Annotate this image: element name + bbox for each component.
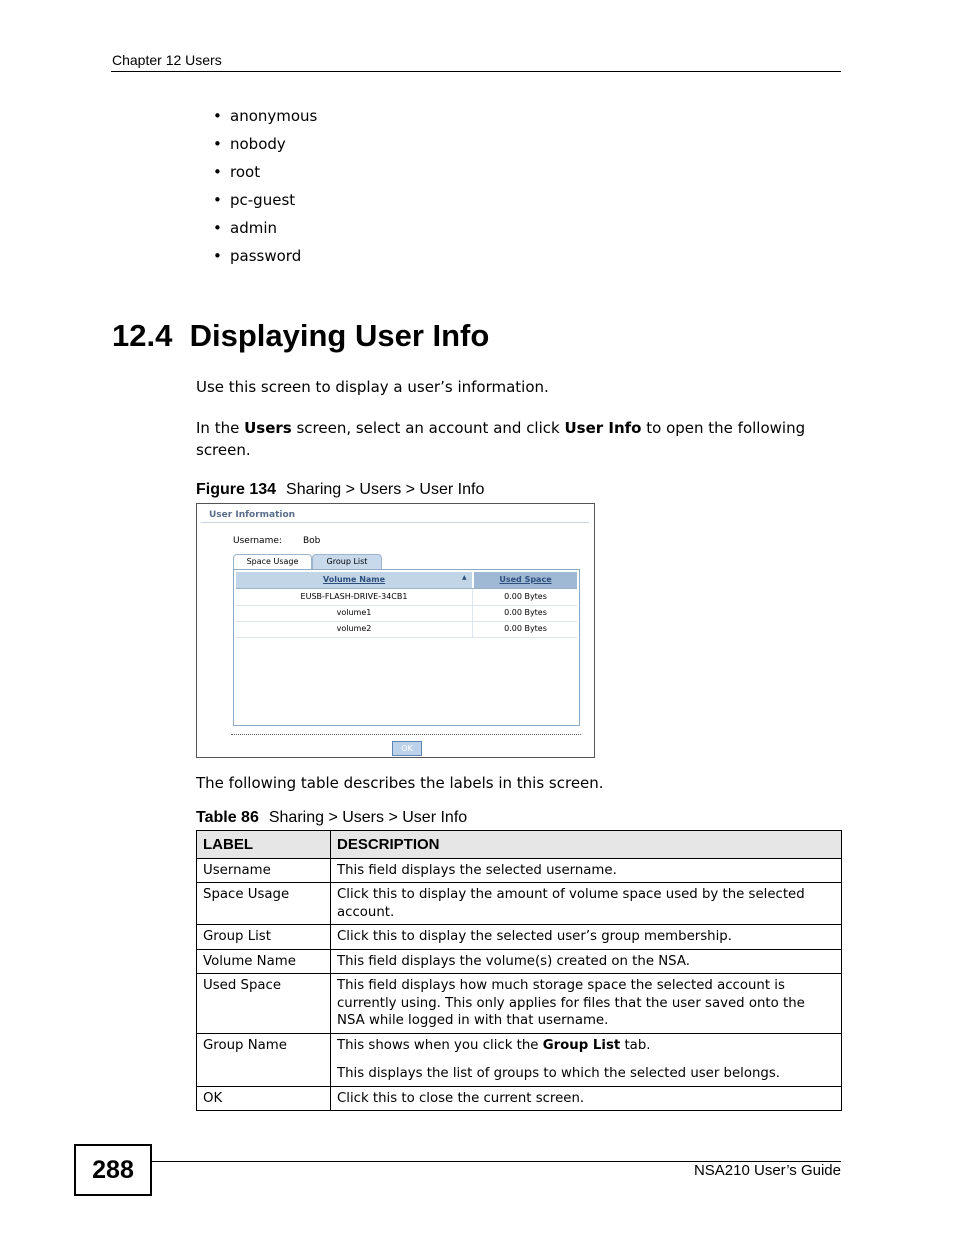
table-row — [197, 925, 842, 950]
intro-paragraph: Use this screen to display a user’s information. — [196, 378, 549, 396]
section-heading — [112, 318, 489, 354]
dotted-divider — [231, 734, 581, 735]
description-cell: This field displays the selected username. — [331, 858, 842, 883]
column-volume-name[interactable]: Volume Name — [322, 575, 386, 584]
table-intro-paragraph: The following table describes the labels in this screen. — [196, 774, 604, 792]
description-cell: Click this to display the amount of volume space used by the selected account. — [331, 883, 842, 925]
label-cell: OK — [197, 1086, 331, 1111]
volume-name-cell: EUSB-FLASH-DRIVE-34CB1 — [300, 592, 408, 601]
table-caption: Table 86 Sharing > Users > User Info — [196, 809, 468, 826]
tab-space-usage[interactable]: Space Usage — [233, 554, 312, 569]
table-row — [197, 858, 842, 883]
list-item: • anonymous — [213, 107, 318, 125]
screen-title: User Information — [209, 510, 296, 520]
table-header-row — [197, 831, 842, 859]
table-row[interactable] — [236, 589, 577, 606]
username-label: Username: — [233, 536, 282, 546]
list-item: • admin — [213, 219, 277, 237]
description-header: DESCRIPTION — [331, 831, 842, 859]
screen-title-rule — [201, 522, 589, 523]
label-description-table — [196, 830, 842, 1111]
username-value: Bob — [303, 536, 321, 546]
sort-ascending-icon: ▲ — [462, 574, 467, 581]
page-number: 288 — [74, 1144, 152, 1196]
description-cell: This field displays how much storage space the selected account is currently using. This only applies for files that the user saved onto the NSA while logged in with that username. — [331, 974, 842, 1034]
column-used-space[interactable]: Used Space — [474, 572, 577, 588]
list-item: • root — [213, 163, 261, 181]
list-item: • password — [213, 247, 302, 265]
chapter-header: Chapter 12 Users — [112, 52, 222, 68]
table-row — [197, 974, 842, 1034]
section-number: 12.4 — [112, 318, 173, 353]
volume-name-cell: volume1 — [336, 608, 372, 617]
used-space-cell: 0.00 Bytes — [504, 608, 547, 617]
instructions-paragraph: In the Users screen, select an account and click User Info to open the following screen. — [196, 419, 806, 459]
description-cell: Click this to close the current screen. — [331, 1086, 842, 1111]
used-space-cell: 0.00 Bytes — [504, 624, 547, 633]
reserved-names-list — [213, 106, 317, 274]
table-row — [197, 949, 842, 974]
description-cell: This shows when you click the Group List tab. This displays the list of groups to which the selected user belongs. — [331, 1033, 842, 1086]
list-item: • nobody — [213, 135, 286, 153]
label-cell: Group Name — [197, 1033, 331, 1086]
label-cell: Volume Name — [197, 949, 331, 974]
label-cell: Used Space — [197, 974, 331, 1034]
ok-button[interactable]: OK — [392, 741, 422, 756]
table-row — [197, 883, 842, 925]
table-row — [197, 1086, 842, 1111]
label-cell: Group List — [197, 925, 331, 950]
space-usage-panel — [233, 569, 580, 726]
table-row — [197, 1033, 842, 1086]
description-cell: This field displays the volume(s) created on the NSA. — [331, 949, 842, 974]
figure-caption: Figure 134 Sharing > Users > User Info — [196, 481, 485, 498]
tab-group-list[interactable]: Group List — [312, 554, 382, 569]
label-header: LABEL — [197, 831, 331, 859]
volume-name-cell: volume2 — [336, 624, 372, 633]
list-item: • pc-guest — [213, 191, 296, 209]
header-rule — [111, 71, 841, 72]
section-title: Displaying User Info — [189, 318, 490, 353]
user-info-screenshot — [196, 503, 595, 758]
table-header — [236, 572, 577, 589]
used-space-cell: 0.00 Bytes — [504, 592, 547, 601]
guide-title: NSA210 User’s Guide — [693, 1162, 841, 1179]
table-row[interactable] — [236, 605, 577, 622]
table-row[interactable] — [236, 621, 577, 638]
label-cell: Username — [197, 858, 331, 883]
label-cell: Space Usage — [197, 883, 331, 925]
description-cell: Click this to display the selected user’s group membership. — [331, 925, 842, 950]
